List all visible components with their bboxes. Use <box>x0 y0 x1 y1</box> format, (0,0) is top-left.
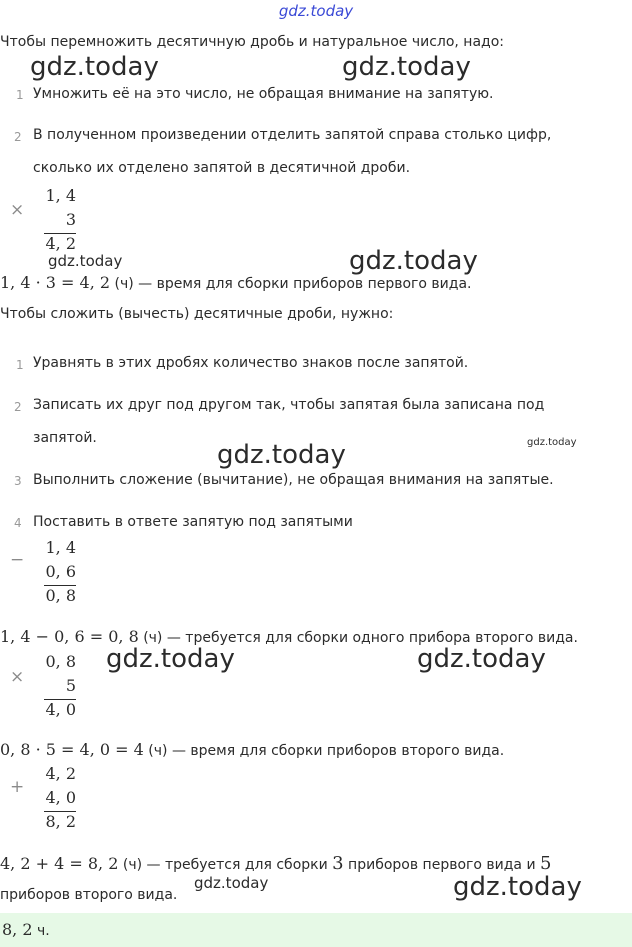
result-line-4 <box>0 853 551 874</box>
watermark: gdz.today <box>48 252 123 270</box>
equation-text: приборов первого вида и <box>343 857 540 873</box>
result-line-4-continued: приборов второго вида. <box>0 887 178 903</box>
equation: 1, 4 · 3 = 4, 2 <box>0 273 111 292</box>
result: 4, 2 <box>45 234 76 253</box>
multiply-rule-title: Чтобы перемножить десятичную дробь и натуральное число, надо: <box>0 34 504 50</box>
add-rule-title: Чтобы сложить (вычесть) десятичные дроби, нужно: <box>0 306 394 322</box>
watermark: gdz.today <box>106 644 235 674</box>
operand-a: 0, 8 <box>45 652 76 671</box>
answer <box>2 920 50 939</box>
list-item-number: 1 <box>16 88 24 102</box>
list-item-text-continued: запятой. <box>33 430 97 446</box>
list-item-number: 3 <box>14 474 22 488</box>
answer-box <box>0 913 632 947</box>
watermark: gdz.today <box>453 872 582 902</box>
quantity-second: 5 <box>540 853 552 874</box>
operand-b: 5 <box>65 676 76 695</box>
equation-text: (ч) — время для сборки приборов первого вида. <box>110 276 472 292</box>
equation-text: (ч) — требуется для сборки <box>118 857 333 873</box>
list-item-number: 4 <box>14 516 22 530</box>
watermark: gdz.today <box>217 440 346 470</box>
operand-b: 4, 0 <box>45 788 76 807</box>
list-item-text: Записать их друг под другом так, чтобы запятая была записана под <box>33 397 545 413</box>
equation: 0, 8 · 5 = 4, 0 = 4 <box>0 740 144 759</box>
list-item-number: 2 <box>14 130 22 144</box>
list-item-number: 2 <box>14 400 22 414</box>
watermark: gdz.today <box>342 52 471 82</box>
result-line-1 <box>0 273 472 292</box>
result: 0, 8 <box>45 586 76 605</box>
operand-b: 0, 6 <box>45 562 76 581</box>
watermark: gdz.today <box>30 52 159 82</box>
equation-text: (ч) — требуется для сборки одного прибора второго вида. <box>138 630 578 646</box>
list-item-text: Поставить в ответе запятую под запятыми <box>33 514 353 530</box>
operand-a: 1, 4 <box>45 538 76 557</box>
list-item-text: Уравнять в этих дробях количество знаков после запятой. <box>33 355 469 371</box>
answer-value: 8, 2 <box>2 920 33 939</box>
operand-a: 1, 4 <box>45 186 76 205</box>
watermark: gdz.today <box>349 246 478 276</box>
list-item-text: Умножить её на это число, не обращая внимание на запятую. <box>33 86 494 102</box>
quantity-first: 3 <box>332 853 344 874</box>
watermark: gdz.today <box>194 874 269 892</box>
operand-b: 3 <box>65 210 76 229</box>
watermark: gdz.today <box>527 437 577 448</box>
top-watermark: gdz.today <box>278 2 354 20</box>
equation: 1, 4 − 0, 6 = 0, 8 <box>0 627 139 646</box>
equation: 4, 2 + 4 = 8, 2 <box>0 854 119 873</box>
list-item-number: 1 <box>16 358 24 372</box>
list-item-text: Выполнить сложение (вычитание), не обращая внимания на запятые. <box>33 472 554 488</box>
list-item-text-continued: сколько их отделено запятой в десятичной дроби. <box>33 160 411 176</box>
result-line-3 <box>0 740 504 759</box>
answer-unit: ч. <box>32 923 50 939</box>
equation-text: (ч) — время для сборки приборов второго вида. <box>143 743 505 759</box>
multiply-sign: × <box>10 200 25 220</box>
multiply-sign: × <box>10 667 25 687</box>
result: 8, 2 <box>45 812 76 831</box>
list-item-text: В полученном произведении отделить запятой справа столько цифр, <box>33 127 552 143</box>
watermark: gdz.today <box>417 644 546 674</box>
result: 4, 0 <box>45 700 76 719</box>
operand-a: 4, 2 <box>45 764 76 783</box>
minus-sign: − <box>10 550 25 570</box>
plus-sign: + <box>10 777 25 797</box>
